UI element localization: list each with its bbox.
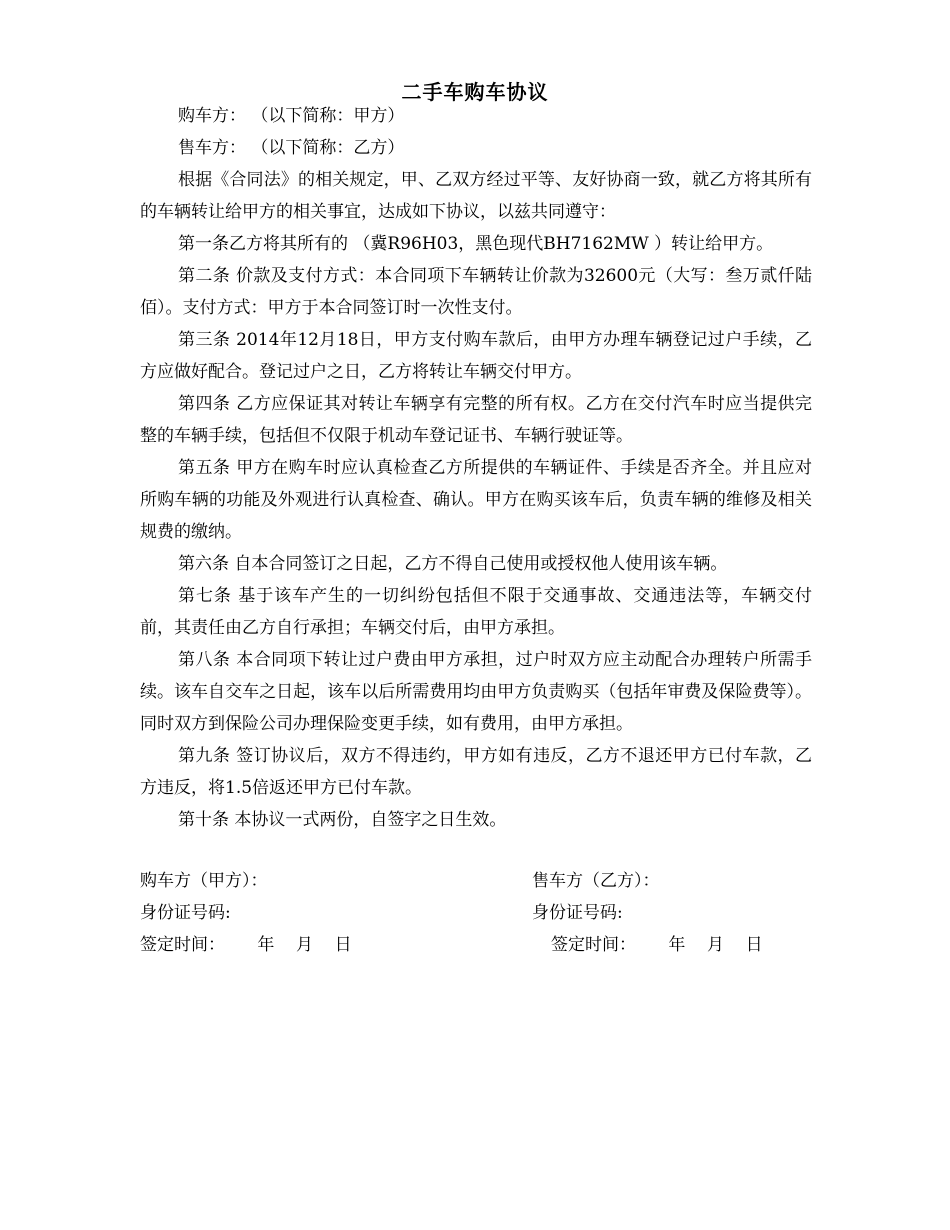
- article-7: 第七条 基于该车产生的一切纠纷包括但不限于交通事故、交通违法等，车辆交付前，其责任由乙方自行承担；车辆交付后，由甲方承担。: [140, 586, 812, 638]
- article-5: 第五条 甲方在购车时应认真检查乙方所提供的车辆证件、手续是否齐全。并且应对所购车辆的功能及外观进行认真检查、确认。甲方在购买该车后，负责车辆的维修及相关规费的缴纳。: [140, 458, 812, 542]
- buyer-id-label: 身份证号码:: [140, 903, 231, 923]
- article-10: 第十条 本协议一式两份，自签字之日生效。: [178, 810, 507, 830]
- article-9: 第九条 签订协议后，双方不得违约，甲方如有违反，乙方不退还甲方已付车款，乙方违反，将1.5倍返还甲方已付车款。: [140, 746, 812, 798]
- seller-signature-label: 售车方（乙方）：: [532, 871, 660, 891]
- article-4: 第四条 乙方应保证其对转让车辆享有完整的所有权。乙方在交付汽车时应当提供完整的车辆手续，包括但不仅限于机动车登记证书、车辆行驶证等。: [140, 394, 812, 446]
- document-body: [140, 100, 812, 836]
- article-1: 第一条乙方将其所有的 （冀R96H03，黑色现代BH7162MW ）转让给甲方。: [178, 234, 774, 254]
- article-6: 第六条 自本合同签订之日起，乙方不得自己使用或授权他人使用该车辆。: [178, 554, 728, 574]
- preamble-paragraph: 根据《合同法》的相关规定，甲、乙双方经过平等、友好协商一致，就乙方将其所有的车辆转让给甲方的相关事宜，达成如下协议，以兹共同遵守：: [140, 170, 812, 222]
- article-8: 第八条 本合同项下转让过户费由甲方承担，过户时双方应主动配合办理转户所需手续。该车自交车之日起，该车以后所需费用均由甲方负责购买（包括年审费及保险费等）。同时双方到保险公司办理保险变更手续，如有费用，由甲方承担。: [140, 650, 812, 734]
- document-title: 二手车购车协议: [401, 80, 549, 104]
- seller-party-line: 售车方： （以下简称：乙方）: [178, 138, 405, 158]
- article-2: 第二条 价款及支付方式：本合同项下车辆转让价款为32600元（大写：叁万贰仟陆佰）。支付方式：甲方于本合同签订时一次性支付。: [140, 266, 812, 318]
- seller-date-label: 签定时间： 年 月 日: [551, 935, 763, 955]
- buyer-date-label: 签定时间： 年 月 日: [140, 935, 352, 955]
- buyer-signature-label: 购车方（甲方）：: [140, 871, 268, 891]
- seller-id-label: 身份证号码:: [532, 903, 623, 923]
- buyer-party-line: 购车方： （以下简称：甲方）: [178, 106, 405, 126]
- article-3: 第三条 2014年12月18日，甲方支付购车款后，由甲方办理车辆登记过户手续，乙方应做好配合。登记过户之日，乙方将转让车辆交付甲方。: [140, 330, 812, 382]
